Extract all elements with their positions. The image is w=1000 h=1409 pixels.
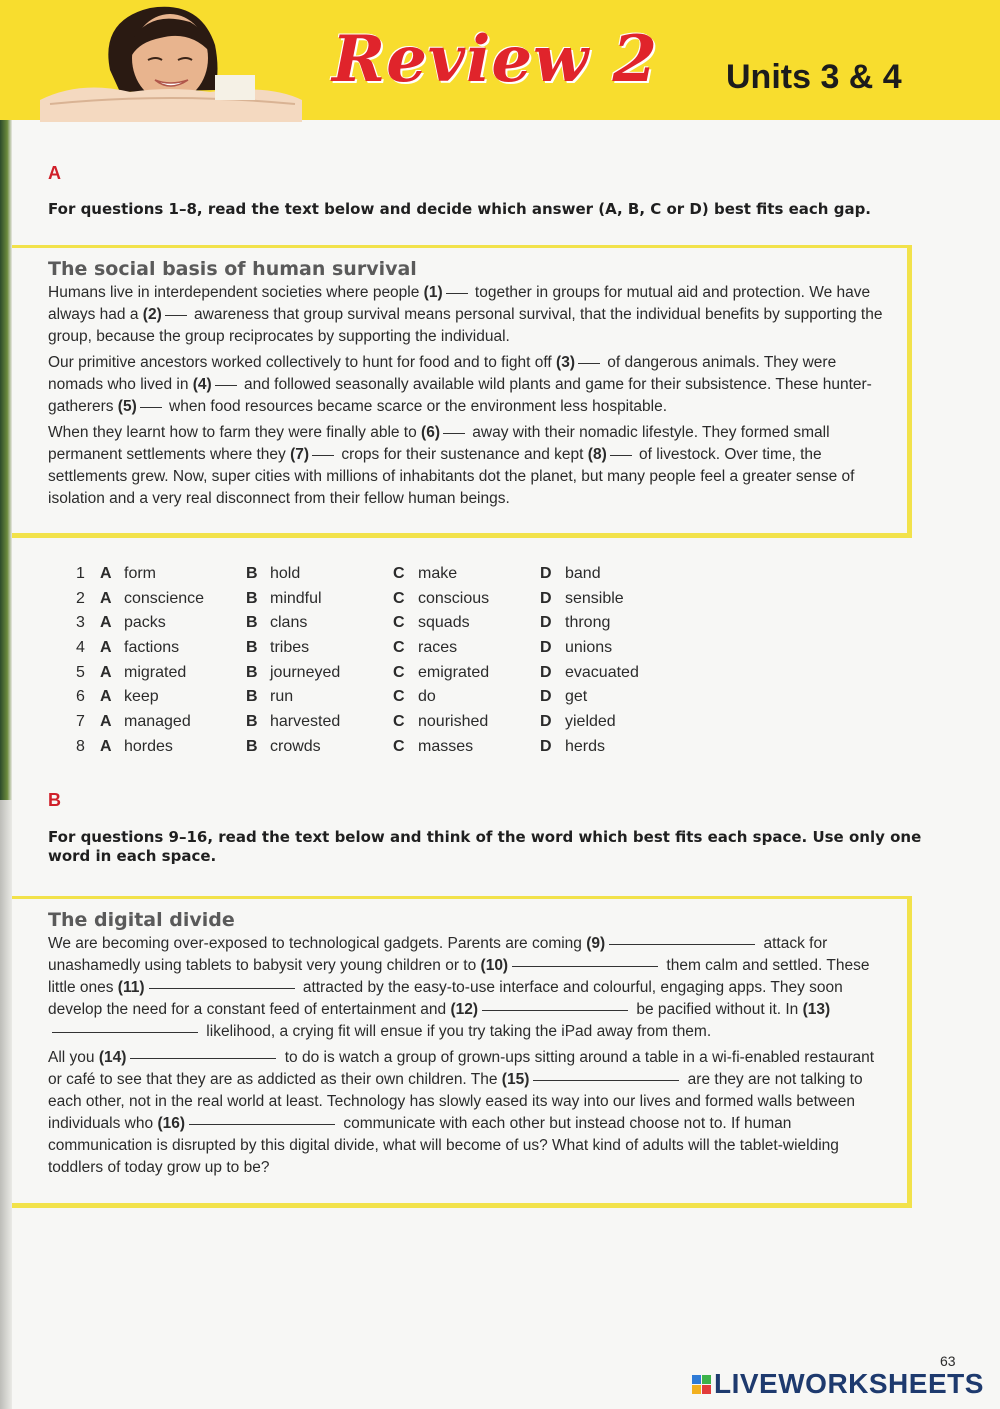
gap-number: (2) xyxy=(142,306,162,323)
answer-gap[interactable] xyxy=(443,433,465,434)
paragraph-text: likelihood, a crying fit will ensue if you try taking the iPad away from them. xyxy=(202,1023,712,1040)
section-b-text-box xyxy=(12,896,912,1208)
option-c-text[interactable]: races xyxy=(418,639,458,657)
option-letter: B xyxy=(246,639,258,657)
paragraph-text: be pacified without it. In xyxy=(632,1001,803,1018)
section-a-text-box xyxy=(12,245,912,538)
liveworksheets-text: LIVEWORKSHEETS xyxy=(714,1368,984,1399)
gap-number: (9) xyxy=(586,935,606,952)
paragraph-text: awareness that group survival means personal survival, that the individual benefits by supporting the group, because the group reciprocates by supporting the individual. xyxy=(48,306,883,345)
answer-gap[interactable] xyxy=(512,966,658,967)
option-c-text[interactable]: emigrated xyxy=(418,663,490,681)
text-paragraph xyxy=(48,282,885,348)
option-letter: A xyxy=(100,688,112,706)
section-b-paragraphs xyxy=(48,933,885,1179)
paragraph-text: attack for unashamedly using tablets to babysit very young children or to xyxy=(48,935,828,974)
gap-number: (12) xyxy=(450,1001,479,1018)
option-letter: D xyxy=(540,565,552,582)
section-a-paragraphs xyxy=(48,282,885,510)
answer-gap[interactable] xyxy=(130,1058,276,1059)
review-title: Review 2 xyxy=(332,22,659,97)
option-letter: B xyxy=(246,713,258,731)
option-letter: C xyxy=(393,614,405,632)
question-number: 2 xyxy=(76,589,85,607)
paragraph-text: when food resources became scarce or the environment less hospitable. xyxy=(164,398,668,415)
gap-number: (8) xyxy=(587,446,607,463)
gap-number: (3) xyxy=(556,354,575,371)
paragraph-text: We are becoming over-exposed to technological gadgets. Parents are coming xyxy=(48,935,587,952)
gap-number: (13) xyxy=(802,1001,831,1018)
option-letter: B xyxy=(246,565,258,582)
option-c-text[interactable]: nourished xyxy=(418,713,489,731)
section-a-letter: A xyxy=(48,163,61,183)
option-a-text[interactable]: keep xyxy=(124,688,159,706)
answer-gap[interactable] xyxy=(52,1032,198,1033)
answer-gap[interactable] xyxy=(533,1080,679,1081)
gap-number: (14) xyxy=(98,1049,127,1066)
option-d-text[interactable]: throng xyxy=(565,614,611,632)
answer-gap[interactable] xyxy=(149,988,295,989)
answer-gap[interactable] xyxy=(578,363,600,364)
option-letter: D xyxy=(540,639,552,657)
page-number: 63 xyxy=(940,1353,956,1369)
question-number: 5 xyxy=(76,663,85,681)
gap-number: (6) xyxy=(421,424,440,441)
question-number: 4 xyxy=(76,639,85,657)
option-a-text[interactable]: packs xyxy=(124,614,166,632)
option-c-text[interactable]: make xyxy=(418,565,458,582)
option-letter: C xyxy=(393,663,405,681)
option-a-text[interactable]: migrated xyxy=(124,663,187,681)
option-a-text[interactable]: factions xyxy=(124,639,180,657)
liveworksheets-icon xyxy=(692,1375,711,1394)
units-subtitle: Units 3 & 4 xyxy=(726,58,902,96)
paragraph-text: Our primitive ancestors worked collectively to hunt for food and to fight off xyxy=(48,354,557,371)
gap-number: (7) xyxy=(290,446,310,463)
paragraph-text: away with their nomadic lifestyle. They formed small permanent settlements where they xyxy=(48,424,830,463)
page-edge-bottom xyxy=(0,800,12,1409)
paragraph-text: to do is watch a group of grown-ups sitting around a table in a wi-fi-enabled restaurant or café to see that they are as addicted as their own children. The xyxy=(48,1049,875,1088)
gap-number: (10) xyxy=(480,957,509,974)
option-d-text[interactable]: unions xyxy=(565,639,613,657)
option-b-text[interactable]: crowds xyxy=(270,737,321,755)
section-a-title: The social basis of human survival xyxy=(48,258,417,280)
paragraph-text: All you xyxy=(48,1049,99,1066)
option-letter: B xyxy=(246,589,258,607)
option-letter: D xyxy=(540,663,552,681)
option-c-text[interactable]: do xyxy=(418,688,436,706)
option-d-text[interactable]: get xyxy=(565,688,588,706)
option-a-text[interactable]: managed xyxy=(124,713,191,731)
paragraph-text: of livestock. Over time, the settlements grew. Now, super cities with millions of inhabitants dot the planet, but many people feel a greater sense of isolation and a very real disconnect from their fellow human beings. xyxy=(48,446,855,507)
gap-number: (15) xyxy=(501,1071,530,1088)
option-d-text[interactable]: band xyxy=(565,565,601,582)
option-letter: D xyxy=(540,713,552,731)
option-a-text[interactable]: conscience xyxy=(124,589,205,607)
option-letter: C xyxy=(393,737,405,755)
section-b-instruction: For questions 9–16, read the text below and think of the word which best fits each space. Use only one word in each space. xyxy=(48,828,922,865)
option-c-text[interactable]: squads xyxy=(418,614,470,632)
paragraph-text: and followed seasonally available wild plants and game for their subsistence. These hunter-gatherers xyxy=(48,376,872,415)
option-letter: A xyxy=(100,565,112,582)
answer-gap[interactable] xyxy=(215,385,237,386)
answer-gap[interactable] xyxy=(609,944,755,945)
text-paragraph xyxy=(48,422,885,510)
option-letter: C xyxy=(393,565,405,582)
option-letter: A xyxy=(100,589,112,607)
liveworksheets-logo[interactable] xyxy=(692,1368,984,1400)
option-letter: C xyxy=(393,713,405,731)
question-number: 3 xyxy=(76,614,85,632)
section-b-title: The digital divide xyxy=(48,909,235,931)
text-paragraph xyxy=(48,933,885,1043)
paragraph-text: crops for their sustenance and kept xyxy=(337,446,588,463)
text-paragraph xyxy=(48,352,885,418)
option-letter: A xyxy=(100,639,112,657)
option-b-text[interactable]: journeyed xyxy=(270,663,341,681)
question-number: 7 xyxy=(76,713,85,731)
option-b-text[interactable]: hold xyxy=(270,565,301,582)
gap-number: (5) xyxy=(117,398,137,415)
option-letter: B xyxy=(246,737,258,755)
answer-gap[interactable] xyxy=(610,455,632,456)
option-d-text[interactable]: yielded xyxy=(565,713,616,731)
option-b-text[interactable]: clans xyxy=(270,614,308,632)
gap-number: (11) xyxy=(117,979,145,996)
option-letter: C xyxy=(393,589,405,607)
option-a-text[interactable]: form xyxy=(124,565,156,582)
paragraph-text: communicate with each other but instead choose not to. If human communication is disrupted by this digital divide, what will become of us? What kind of adults will the tablet-wielding toddlers of today grow up to be? xyxy=(48,1115,839,1176)
option-b-text[interactable]: run xyxy=(270,688,294,706)
header-banner xyxy=(0,0,1000,120)
option-letter: B xyxy=(246,663,258,681)
paragraph-text: attracted by the easy-to-use interface and colourful, engaging apps. They soon develop the need for a constant feed of entertainment and xyxy=(48,979,843,1018)
question-number: 6 xyxy=(76,688,85,706)
option-letter: A xyxy=(100,713,112,731)
gap-number: (16) xyxy=(157,1115,186,1132)
option-letter: C xyxy=(393,639,405,657)
paragraph-text: When they learnt how to farm they were finally able to xyxy=(48,424,422,441)
paragraph-text: of dangerous animals. They were nomads who lived in xyxy=(48,354,837,393)
option-a-text[interactable]: hordes xyxy=(124,737,173,755)
text-paragraph xyxy=(48,1047,885,1179)
option-d-text[interactable]: evacuated xyxy=(565,663,639,681)
answer-gap[interactable] xyxy=(482,1010,628,1011)
option-letter: A xyxy=(100,737,112,755)
option-c-text[interactable]: masses xyxy=(418,737,474,755)
option-letter: A xyxy=(100,614,112,632)
option-b-text[interactable]: mindful xyxy=(270,589,322,607)
question-number: 1 xyxy=(76,565,85,582)
paragraph-text: are they are not talking to each other, not in the real world at least. Technology has slowly eased its way into our lives and formed walls between individuals who xyxy=(48,1071,863,1132)
gap-number: (4) xyxy=(192,376,212,393)
girl-illustration xyxy=(40,0,310,122)
answer-gap[interactable] xyxy=(446,293,468,294)
option-letter: D xyxy=(540,589,552,607)
section-b-letter: B xyxy=(48,790,61,810)
paragraph-text: Humans live in interdependent societies where people xyxy=(48,284,424,301)
gap-number: (1) xyxy=(423,284,443,301)
option-letter: B xyxy=(246,688,258,706)
option-c-text[interactable]: conscious xyxy=(418,589,490,607)
option-d-text[interactable]: herds xyxy=(565,737,606,755)
question-number: 8 xyxy=(76,737,85,755)
paragraph-text: together in groups for mutual aid and protection. We have always had a xyxy=(48,284,871,323)
paragraph-text: them calm and settled. These little ones xyxy=(48,957,870,996)
answer-gap[interactable] xyxy=(165,315,187,316)
option-d-text[interactable]: sensible xyxy=(565,589,624,607)
section-a-instruction: For questions 1–8, read the text below and decide which answer (A, B, C or D) best fits each gap. xyxy=(48,200,872,218)
option-letter: B xyxy=(246,614,258,632)
option-b-text[interactable]: harvested xyxy=(270,713,341,731)
answer-gap[interactable] xyxy=(312,455,334,456)
option-letter: D xyxy=(540,614,552,632)
option-letter: C xyxy=(393,688,405,706)
option-letter: D xyxy=(540,688,552,706)
option-b-text[interactable]: tribes xyxy=(270,639,310,657)
option-letter: D xyxy=(540,737,552,755)
option-letter: A xyxy=(100,663,112,681)
answer-gap[interactable] xyxy=(189,1124,335,1125)
answer-gap[interactable] xyxy=(140,407,162,408)
